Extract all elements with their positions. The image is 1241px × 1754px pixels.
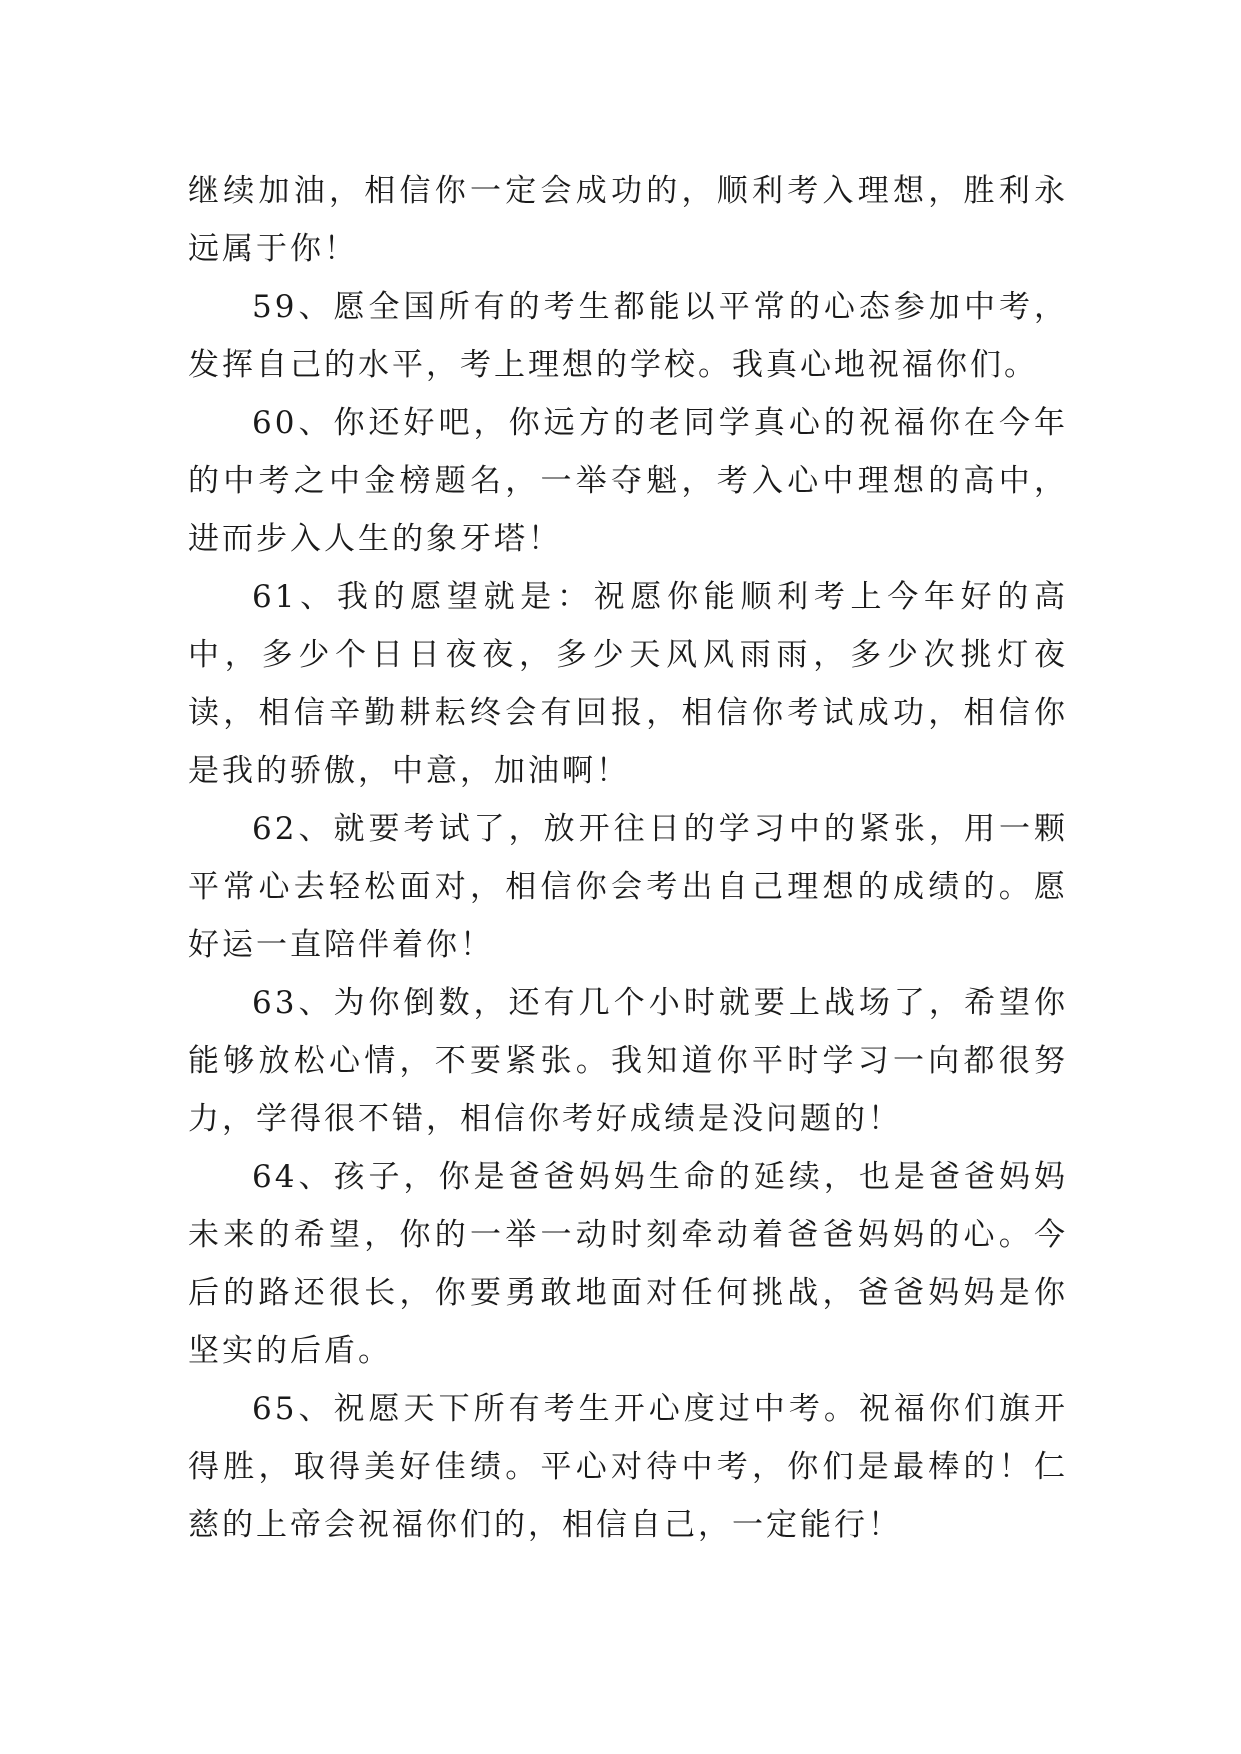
paragraph-65: 65、祝愿天下所有考生开心度过中考。祝福你们旗开得胜，取得美好佳绩。平心对待中考，你们是最棒的！仁慈的上帝会祝福你们的，相信自己，一定能行！ — [188, 1391, 1068, 1543]
paragraph-62: 62、就要考试了，放开往日的学习中的紧张，用一颗平常心去轻松面对，相信你会考出自己理想的成绩的。愿好运一直陪伴着你！ — [188, 811, 1068, 963]
paragraph-61: 61、我的愿望就是：祝愿你能顺利考上今年好的高中，多少个日日夜夜，多少天风风雨雨，多少次挑灯夜读，相信辛勤耕耘终会有回报，相信你考试成功，相信你是我的骄傲，中意，加油啊！ — [188, 579, 1068, 789]
paragraph-63: 63、为你倒数，还有几个小时就要上战场了，希望你能够放松心情，不要紧张。我知道你平时学习一向都很努力，学得很不错，相信你考好成绩是没问题的！ — [188, 985, 1068, 1137]
paragraph-60: 60、你还好吧，你远方的老同学真心的祝福你在今年的中考之中金榜题名，一举夺魁，考入心中理想的高中，进而步入人生的象牙塔！ — [188, 405, 1068, 557]
paragraph-59: 59、愿全国所有的考生都能以平常的心态参加中考，发挥自己的水平，考上理想的学校。我真心地祝福你们。 — [188, 289, 1068, 383]
paragraph-continuation: 继续加油，相信你一定会成功的，顺利考入理想，胜利永远属于你！ — [188, 173, 1068, 267]
paragraph-64: 64、孩子，你是爸爸妈妈生命的延续，也是爸爸妈妈未来的希望，你的一举一动时刻牵动着爸爸妈妈的心。今后的路还很长，你要勇敢地面对任何挑战，爸爸妈妈是你坚实的后盾。 — [188, 1159, 1068, 1369]
document-body — [188, 162, 1068, 1554]
